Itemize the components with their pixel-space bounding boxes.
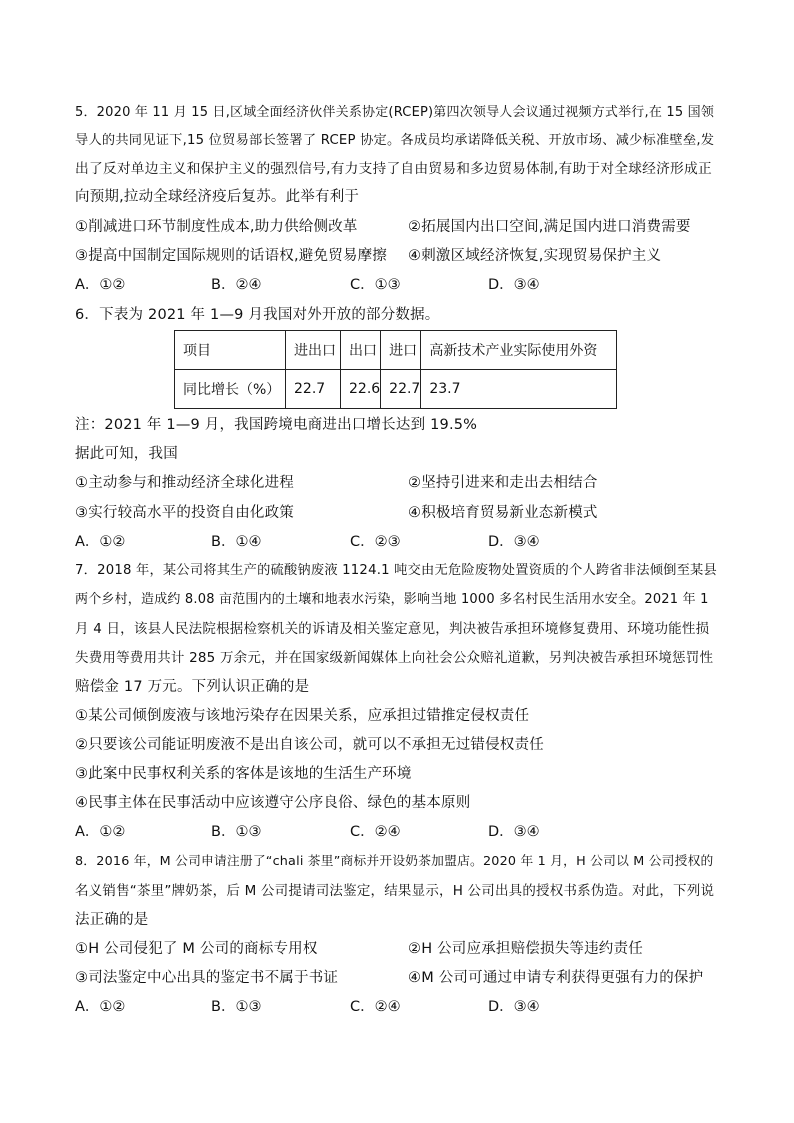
table-header-cell: 进出口 xyxy=(286,331,341,370)
q8-option-b[interactable]: B．①③ xyxy=(211,999,262,1015)
q7-statement-3: ③此案中民事权利关系的客体是该地的生活生产环境 xyxy=(75,766,412,782)
q5-stem-line-4: 向预期,拉动全球经济疫后复苏。此举有利于 xyxy=(75,189,360,205)
q7-option-a[interactable]: A．①② xyxy=(75,824,126,840)
q6-option-b[interactable]: B．①④ xyxy=(211,534,262,550)
table-cell: 22.6 xyxy=(341,370,381,409)
table-header-cell: 项目 xyxy=(175,331,286,370)
table-cell: 22.7 xyxy=(286,370,341,409)
q6-statement-2: ②坚持引进来和走出去相结合 xyxy=(408,475,598,491)
q7-statement-2: ②只要该公司能证明废液不是出自该公司，就可以不承担无过错侵权责任 xyxy=(75,737,544,753)
q6-data-table xyxy=(174,330,617,409)
q8-stem-line-3: 法正确的是 xyxy=(75,912,149,928)
q5-option-d[interactable]: D．③④ xyxy=(488,277,540,293)
table-header-cell: 高新技术产业实际使用外资 xyxy=(421,331,617,370)
q6-option-a[interactable]: A．①② xyxy=(75,534,126,550)
table-cell: 同比增长（%） xyxy=(175,370,286,409)
q5-statement-1: ①削减进口环节制度性成本,助力供给侧改革 xyxy=(75,219,358,235)
q5-statement-4: ④刺激区域经济恢复,实现贸易保护主义 xyxy=(408,248,662,264)
q6-statement-1: ①主动参与和推动经济全球化进程 xyxy=(75,475,294,491)
q7-stem-line-3: 月 4 日，该县人民法院根据检察机关的诉请及相关鉴定意见，判决被告承担环境修复费用、环境功能性损 xyxy=(75,621,710,637)
q5-option-c[interactable]: C．①③ xyxy=(350,277,401,293)
table-cell: 22.7 xyxy=(381,370,421,409)
q8-statement-3: ③司法鉴定中心出具的鉴定书不属于书证 xyxy=(75,970,339,986)
table-header-cell: 进口 xyxy=(381,331,421,370)
q5-statement-2: ②拓展国内出口空间,满足国内进口消费需要 xyxy=(408,219,691,235)
q7-statement-1: ①某公司倾倒废液与该地污染存在因果关系，应承担过错推定侵权责任 xyxy=(75,708,530,724)
q7-stem-line-4: 失费用等费用共计 285 万余元，并在国家级新闻媒体上向社会公众赔礼道歉，另判决被告承担环境惩罚性 xyxy=(75,650,714,666)
table-cell: 23.7 xyxy=(421,370,617,409)
q7-option-b[interactable]: B．①③ xyxy=(211,824,262,840)
q7-option-d[interactable]: D．③④ xyxy=(488,824,540,840)
q6-statement-4: ④积极培育贸易新业态新模式 xyxy=(408,505,598,521)
q6-stem: 6．下表为 2021 年 1—9 月我国对外开放的部分数据。 xyxy=(75,307,440,323)
q6-note: 注：2021 年 1—9 月，我国跨境电商进出口增长达到 19.5% xyxy=(75,417,478,433)
q8-statement-4: ④M 公司可通过申请专利获得更强有力的保护 xyxy=(408,970,704,986)
q8-stem-line-1: 8．2016 年，M 公司申请注册了“chali 茶里”商标并开设奶茶加盟店。2020 年 1 月，H 公司以 M 公司授权的 xyxy=(75,854,714,869)
q6-lead: 据此可知，我国 xyxy=(75,446,178,462)
q5-stem-line-1: 5．2020 年 11 月 15 日,区域全面经济伙伴关系协定(RCEP)第四次领导人会议通过视频方式举行,在 15 国领 xyxy=(75,105,715,120)
q5-statement-3: ③提高中国制定国际规则的话语权,避免贸易摩擦 xyxy=(75,248,388,264)
q6-option-d[interactable]: D．③④ xyxy=(488,534,540,550)
q7-stem-line-5: 赔偿金 17 万元。下列认识正确的是 xyxy=(75,679,310,695)
q8-statement-2: ②H 公司应承担赔偿损失等违约责任 xyxy=(408,941,643,957)
q6-statement-3: ③实行较高水平的投资自由化政策 xyxy=(75,505,294,521)
q5-option-a[interactable]: A．①② xyxy=(75,277,126,293)
q8-option-c[interactable]: C．②④ xyxy=(350,999,401,1015)
q6-option-c[interactable]: C．②③ xyxy=(350,534,401,550)
q7-stem-line-1: 7．2018 年，某公司将其生产的硫酸钠废液 1124.1 吨交由无危险废物处置资质的个人跨省非法倾倒至某县 xyxy=(75,563,717,578)
q8-option-d[interactable]: D．③④ xyxy=(488,999,540,1015)
q5-option-b[interactable]: B．②④ xyxy=(211,277,262,293)
q7-stem-line-2: 两个乡村，造成约 8.08 亩范围内的土壤和地表水污染，影响当地 1000 多名村民生活用水安全。2021 年 1 xyxy=(75,592,709,607)
q7-statement-4: ④民事主体在民事活动中应该遵守公序良俗、绿色的基本原则 xyxy=(75,795,471,811)
q7-option-c[interactable]: C．②④ xyxy=(350,824,401,840)
q5-stem-line-3: 出了反对单边主义和保护主义的强烈信号,有力支持了自由贸易和多边贸易体制,有助于对全球经济形成正 xyxy=(75,161,712,177)
q5-stem-line-2: 导人的共同见证下,15 位贸易部长签署了 RCEP 协定。各成员均承诺降低关税、开放市场、减少标准壁垒,发 xyxy=(75,133,715,148)
q8-statement-1: ①H 公司侵犯了 M 公司的商标专用权 xyxy=(75,941,318,957)
table-header-row xyxy=(175,331,617,370)
table-header-cell: 出口 xyxy=(341,331,381,370)
q8-stem-line-2: 名义销售“茶里”牌奶茶，后 M 公司提请司法鉴定，结果显示，H 公司出具的授权书系伪造。对此，下列说 xyxy=(75,883,715,899)
table-row xyxy=(175,370,617,409)
q8-option-a[interactable]: A．①② xyxy=(75,999,126,1015)
